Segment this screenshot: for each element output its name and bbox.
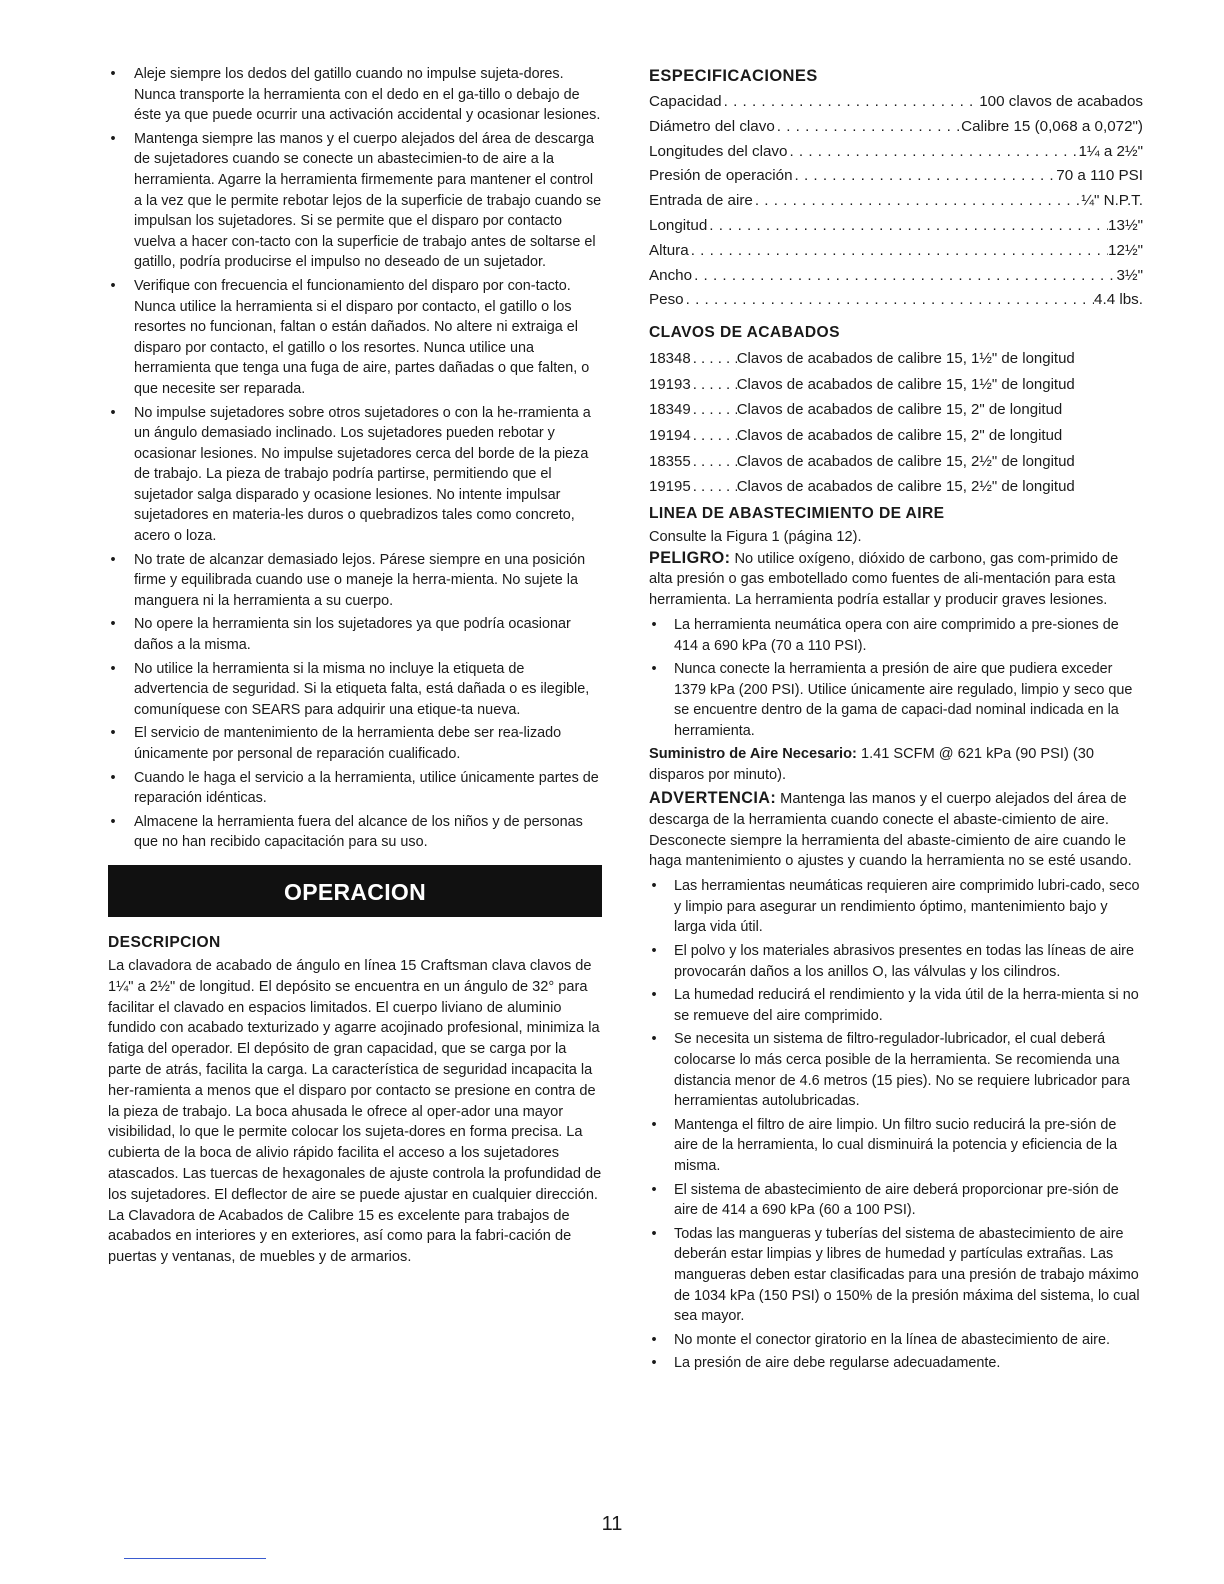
list-item [108, 276, 602, 400]
spec-row [649, 239, 1143, 264]
advertencia-paragraph [649, 788, 1143, 872]
list-item [108, 659, 602, 721]
bullet-icon: • [651, 943, 657, 960]
bullet-icon: • [651, 616, 657, 633]
bullet-icon: • [651, 1031, 657, 1048]
list-item-text: Todas las mangueras y tuberías del sistema de abastecimiento de aire deberán estar limpias y libres de humedad y partículas extrañas. Las mangueras deben estar clasificadas para una presión de trabajo máximo de 1034 kPa (150 PSI) o 150% de la presión máxima del sistema, lo cual sea mayor. [674, 1225, 1140, 1325]
list-item [108, 723, 602, 764]
list-item [108, 403, 602, 547]
nail-row [649, 423, 1143, 449]
list-item-text: Nunca conecte la herramienta a presión de aire que pudiera exceder 1379 kPa (200 PSI). Utilice únicamente aire regulado, limpio y seco que se encuentre dentro de la gama de capaci-dad nominal indicada en la herramienta. [674, 661, 1133, 739]
advertencia-label: ADVERTENCIA: [649, 789, 777, 808]
peligro-text: No utilice oxígeno, dióxido de carbono, gas com-primido de alta presión o gas embotellado como fuentes de ali-mentación para esta herramienta. La herramienta podría estallar y producir graves lesiones. [649, 550, 1119, 609]
spec-label: Longitudes del clavo [649, 142, 788, 160]
spec-row [649, 140, 1143, 165]
list-item [108, 614, 602, 655]
spec-label: Peso [649, 291, 684, 309]
consulte-text: Consulte la Figura 1 (página 12). [649, 528, 862, 545]
list-item [649, 1029, 1143, 1111]
spec-label: Diámetro del clavo [649, 117, 775, 135]
list-item-text: No utilice la herramienta si la misma no incluye la etiqueta de advertencia de seguridad. Si la etiqueta falta, está dañada o es ilegible, comuníquese con SEARS para adquirir una etique-ta nueva. [134, 660, 590, 718]
bullet-icon: • [651, 987, 657, 1004]
spec-value: 70 a 110 PSI [1056, 167, 1143, 185]
spec-value: Calibre 15 (0,068 a 0,072") [961, 117, 1143, 135]
descripcion-heading: DESCRIPCION [108, 933, 221, 951]
dot-leader [691, 474, 737, 500]
list-item [649, 1224, 1143, 1327]
dot-leader [707, 214, 1108, 239]
bullet-icon: • [110, 551, 116, 568]
nail-code: 19195 [649, 478, 691, 496]
spec-value: 100 clavos de acabados [979, 93, 1143, 110]
spec-row [649, 264, 1143, 289]
list-item-text: Mantenga siempre las manos y el cuerpo alejados del área de descarga de sujetadores cuando se conecte un abastecimien-to de aire a la herramienta. Agarre la herramienta firmemente para mantener el control a la vez que le permite rebotar lejos de la superficie de trabajo cuando se impulsan los sujetadores. Si se permite que el disparo por contacto vuelva a hacer con-tacto con la superficie de trabajo antes de soltarse el gatillo, podría producirse el impulso no deseado de un sujetador. [134, 130, 602, 271]
bullet-icon: • [651, 878, 657, 895]
list-item-text: Verifique con frecuencia el funcionamiento del disparo por con-tacto. Nunca utilice la herramienta si el disparo por contacto, el gatillo o los resortes no funcionan, faltan o están dañados. No altere ni extraiga el disparo por contacto, el gatillo o los resortes. Nunca utilice una herramienta que tenga una fuga de aire, partes dañadas o que falten, o que necesite ser reparada. [134, 277, 590, 397]
list-item-text: El servicio de mantenimiento de la herramienta debe ser rea-lizado únicamente por personal de reparación cualificado. [134, 725, 562, 762]
dot-leader [793, 164, 1057, 189]
air-bullet-list-a [649, 615, 1143, 742]
list-item [649, 659, 1143, 741]
spec-row [649, 288, 1143, 313]
spec-label: Presión de operación [649, 167, 793, 185]
dot-leader [689, 239, 1108, 264]
bullet-icon: • [110, 277, 116, 294]
list-item [649, 1353, 1143, 1374]
list-item [108, 812, 602, 853]
dot-leader [691, 346, 737, 372]
list-item [108, 550, 602, 612]
list-item [649, 941, 1143, 982]
list-item-text: Almacene la herramienta fuera del alcance de los niños y de personas que no han recibido capacitación para su uso. [134, 813, 583, 851]
peligro-paragraph [649, 548, 1143, 611]
especificaciones-heading: ESPECIFICACIONES [649, 67, 818, 85]
nail-code: 18348 [649, 350, 691, 368]
suministro-paragraph [649, 744, 1143, 786]
nail-row [649, 372, 1143, 398]
nail-row [649, 449, 1143, 475]
list-item-text: Se necesita un sistema de filtro-regulador-lubricador, el cual deberá colocarse lo más cerca posible de la herramienta. Se recomienda una distancia menor de 4.6 metros (15 pies). No se requiere lubricador para herramientas autolubricadas. [674, 1031, 1130, 1110]
list-item [108, 64, 602, 126]
nail-desc: Clavos de acabados de calibre 15, 2" de longitud [736, 426, 1063, 444]
dot-leader [722, 90, 980, 115]
list-item-text: Mantenga el filtro de aire limpio. Un filtro sucio reducirá la pre-sión de aire de la herramienta, lo cual disminuirá la potencia y eficiencia de la misma. [674, 1116, 1118, 1174]
list-item [649, 615, 1143, 656]
nail-desc: Clavos de acabados de calibre 15, 2½" de longitud [736, 478, 1075, 496]
list-item-text: La humedad reducirá el rendimiento y la vida útil de la herra-mienta si no se remueve del aire comprimido. [674, 987, 1139, 1024]
spec-value: 3½" [1116, 266, 1143, 284]
bullet-icon: • [651, 1331, 657, 1348]
nail-code: 18349 [649, 401, 691, 419]
page-number: 11 [601, 1513, 623, 1535]
dot-leader [775, 115, 961, 140]
list-item-text: No impulse sujetadores sobre otros sujetadores o con la he-rramienta a un ángulo demasiado inclinado. Los sujetadores pueden rebotar y ocasionar lesiones. No impulse sujetadores cerca del borde de la pieza de trabajo. La pieza de trabajo podría partirse, permitiendo que el sujetador salga disparado y ocasione lesiones. No intente impulsar sujetadores en materia-les duros o quebradizos tales como concreto, acero o loza. [134, 404, 591, 545]
bullet-icon: • [110, 769, 116, 786]
list-item [649, 1180, 1143, 1221]
bullet-icon: • [651, 1355, 657, 1372]
spec-label: Entrada de aire [649, 192, 753, 210]
bullet-icon: • [651, 1225, 657, 1242]
bullet-icon: • [110, 130, 116, 147]
list-item-text: No opere la herramienta sin los sujetadores ya que podría ocasionar daños a la misma. [134, 616, 571, 654]
advertencia-text: Mantenga las manos y el cuerpo alejados del área de descarga de la herramienta cuando conecte el abaste-cimiento de aire. Desconecte siempre la herramienta del abaste-cimiento de aire cuando le haga mantenimiento o ajustes y cuando la herramienta no se esté usando. [649, 791, 1132, 870]
dot-leader [691, 397, 737, 423]
list-item-text: El polvo y los materiales abrasivos presentes en todas las líneas de aire provocarán daños a los anillos O, las válvulas y los cilindros. [674, 943, 1134, 980]
spec-value: 1¼ a 2½" [1078, 142, 1143, 160]
spec-row [649, 115, 1143, 140]
dot-leader [684, 288, 1094, 313]
spec-value: 12½" [1108, 241, 1143, 259]
nail-code: 19194 [649, 426, 691, 444]
clavos-heading: CLAVOS DE ACABADOS [649, 324, 840, 342]
suministro-text: 1.41 SCFM @ 621 kPa (90 PSI) (30 disparos por minuto). [649, 746, 1094, 784]
nail-desc: Clavos de acabados de calibre 15, 2½" de longitud [736, 452, 1075, 470]
list-item-text: No monte el conector giratorio en la línea de abastecimiento de aire. [674, 1331, 1110, 1348]
spec-label: Longitud [649, 216, 708, 234]
bullet-icon: • [110, 404, 116, 421]
dot-leader [691, 423, 737, 449]
bullet-icon: • [110, 616, 116, 633]
descripcion-text: La clavadora de acabado de ángulo en línea 15 Craftsman clava clavos de 1¼" a 2½" de longitud. El depósito se encuentra en un ángulo de 32° para facilitar el clavado en espacios limitados. El cuerpo liviano de aluminio fundido con acabado texturizado y agarre acojinado profesional, minimiza la fatiga del operador. El depósito de gran capacidad, que se carga por la parte de atrás, facilita la carga. La característica de seguridad incapacita la her-ramienta a menos que el disparo por contacto se presione en contra de la pieza de trabajo. La boca ahusada le ofrece al oper-ador una mayor visibilidad, lo que le permite colocar los sujeta-dores en forma precisa. La cubierta de la boca de alivio rápido facilita el acceso a los sujetadores atascados. Las tuercas de hexagonales de ajuste controla la profundidad de los sujetadores. El deflector de aire se puede ajustar en cualquier dirección. La Clavadora de Acabados de Calibre 15 es excelente para trabajos de acabados en interiores y en exteriores, así como para la fabri-cación de puertas y ventanas, de muebles y de armarios. [108, 957, 602, 1266]
list-item [649, 876, 1143, 938]
dot-leader [787, 140, 1078, 165]
nail-desc: Clavos de acabados de calibre 15, 1½" de longitud [736, 350, 1075, 368]
spec-value: 4.4 lbs. [1094, 291, 1143, 309]
nail-row [649, 397, 1143, 423]
spec-label: Capacidad [649, 93, 722, 110]
nail-code: 19193 [649, 375, 691, 393]
dot-leader [691, 372, 737, 398]
spec-row [649, 90, 1143, 115]
linea-heading: LINEA DE ABASTECIMIENTO DE AIRE [649, 504, 945, 522]
nail-desc: Clavos de acabados de calibre 15, 2" de longitud [736, 401, 1063, 419]
spec-value: 13½" [1108, 216, 1143, 234]
nail-row [649, 346, 1143, 372]
list-item [108, 768, 602, 809]
air-bullet-list-b [649, 876, 1143, 1374]
footer-rule [124, 1558, 266, 1559]
spec-row [649, 214, 1143, 239]
bullet-icon: • [110, 66, 116, 82]
spec-row [649, 164, 1143, 189]
dot-leader [692, 264, 1116, 289]
list-item-text: No trate de alcanzar demasiado lejos. Párese siempre en una posición firme y equilibrada cuando use o maneje la herra-mienta. No sujete la manguera ni la herramienta a su cuerpo. [134, 551, 586, 609]
spec-value: ¼" N.P.T. [1081, 192, 1143, 210]
list-item [649, 1115, 1143, 1177]
list-item-text: Cuando le haga el servicio a la herramienta, utilice únicamente partes de reparación idénticas. [134, 769, 599, 807]
peligro-label: PELIGRO: [649, 548, 731, 567]
bullet-icon: • [651, 1181, 657, 1198]
list-item-text: La herramienta neumática opera con aire comprimido a pre-siones de 414 a 690 kPa (70 a 110 PSI). [674, 616, 1119, 654]
left-column [108, 64, 602, 1268]
nail-row [649, 474, 1143, 500]
nails-table [649, 346, 1143, 500]
dot-leader [691, 449, 737, 475]
list-item [649, 985, 1143, 1026]
suministro-label: Suministro de Aire Necesario: [649, 746, 857, 763]
operacion-banner: OPERACION [108, 865, 602, 917]
nail-desc: Clavos de acabados de calibre 15, 1½" de longitud [736, 375, 1075, 393]
list-item-text: Las herramientas neumáticas requieren aire comprimido lubri-cado, seco y limpio para asegurar un rendimiento óptimo, mantenimiento bajo y larga vida útil. [674, 878, 1140, 936]
list-item-text: El sistema de abastecimiento de aire deberá proporcionar pre-sión de aire de 414 a 690 kPa (60 a 100 PSI). [674, 1181, 1119, 1219]
bullet-icon: • [110, 725, 116, 742]
list-item-text: La presión de aire debe regularse adecuadamente. [674, 1355, 1001, 1372]
dot-leader [753, 189, 1081, 214]
spec-label: Altura [649, 241, 689, 259]
bullet-icon: • [110, 813, 116, 830]
right-column [649, 66, 1143, 1377]
spec-row [649, 189, 1143, 214]
bullet-icon: • [651, 661, 657, 678]
bullet-icon: • [651, 1116, 657, 1133]
nail-code: 18355 [649, 452, 691, 470]
list-item [108, 129, 602, 273]
list-item-text: Aleje siempre los dedos del gatillo cuando no impulse sujeta-dores. Nunca transporte la herramienta con el dedo en el ga-tillo o debajo de éste ya que puede ocurrir una activación accidental y ocasionar lesiones. [134, 66, 601, 124]
safety-bullet-list [108, 64, 602, 853]
spec-label: Ancho [649, 266, 693, 284]
specs-table [649, 90, 1143, 313]
bullet-icon: • [110, 660, 116, 677]
list-item [649, 1330, 1143, 1351]
